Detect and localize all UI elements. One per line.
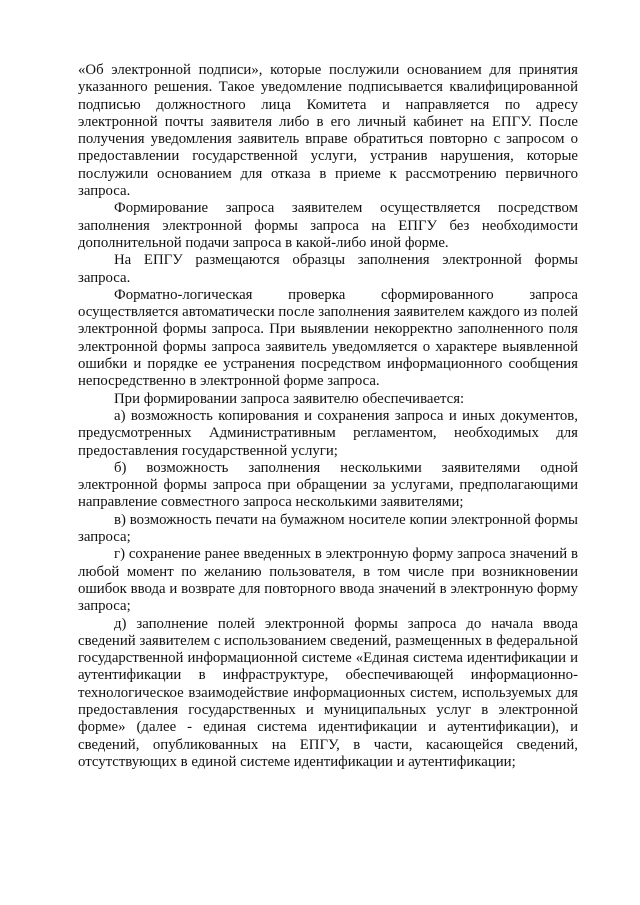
list-item-v: в) возможность печати на бумажном носителе копии электронной формы запроса;	[78, 511, 578, 546]
paragraph-notification-continuation: «Об электронной подписи», которые послужили основанием для принятия указанного решения. Такое уведомление подписывается квалифицированной подписью должностного лица Комитета и направляется по адресу электронной почты заявителя либо в его личный кабинет на ЕПГУ. После получения уведомления заявитель вправе обратиться повторно с запросом о предоставлении государственной услуги, устранив нарушения, которые послужили основанием для отказа в приеме к рассмотрению первичного запроса.	[78, 62, 578, 200]
paragraph-request-formation: Формирование запроса заявителем осуществляется посредством заполнения электронной формы запроса на ЕПГУ без необходимости дополнительной подачи запроса в какой-либо иной форме.	[78, 200, 578, 251]
paragraph-form-samples: На ЕПГУ размещаются образцы заполнения электронной формы запроса.	[78, 252, 578, 286]
list-item-d: д) заполнение полей электронной формы запроса до начала ввода сведений заявителем с использованием сведений, размещенных в федеральной государственной информационной системе «Единая система идентификации и аутентификации в инфраструктуре, обеспечивающей информационно-технологическое взаимодействие информационных систем, используемых для предоставления государственных и муниципальных услуг в электронной форме» (далее - единая система идентификации и аутентификации), и сведений, опубликованных на ЕПГУ, в части, касающейся сведений, отсутствующих в единой системе идентификации и аутентификации;	[78, 615, 578, 770]
list-item-a: а) возможность копирования и сохранения запроса и иных документов, предусмотренных Административным регламентом, необходимых для предоставления государственной услуги;	[78, 407, 578, 459]
paragraph-provisions-intro: При формировании запроса заявителю обеспечивается:	[114, 390, 465, 407]
document-page	[78, 62, 578, 771]
list-item-b: б) возможность заполнения несколькими заявителями одной электронной формы запроса при обращении за услугами, предполагающими направление совместного запроса несколькими заявителями;	[78, 459, 578, 511]
list-item-g: г) сохранение ранее введенных в электронную форму запроса значений в любой момент по желанию пользователя, в том числе при возникновении ошибок ввода и возврате для повторного ввода значений в электронную форму запроса;	[78, 546, 578, 615]
paragraph-format-logic-check: Форматно-логическая проверка сформированного запроса осуществляется автоматически после заполнения заявителем каждого из полей электронной формы запроса. При выявлении некорректно заполненного поля электронной формы запроса заявитель уведомляется о характере выявленной ошибки и порядке ее устранения посредством информационного сообщения непосредственно в электронной форме запроса.	[78, 286, 578, 390]
